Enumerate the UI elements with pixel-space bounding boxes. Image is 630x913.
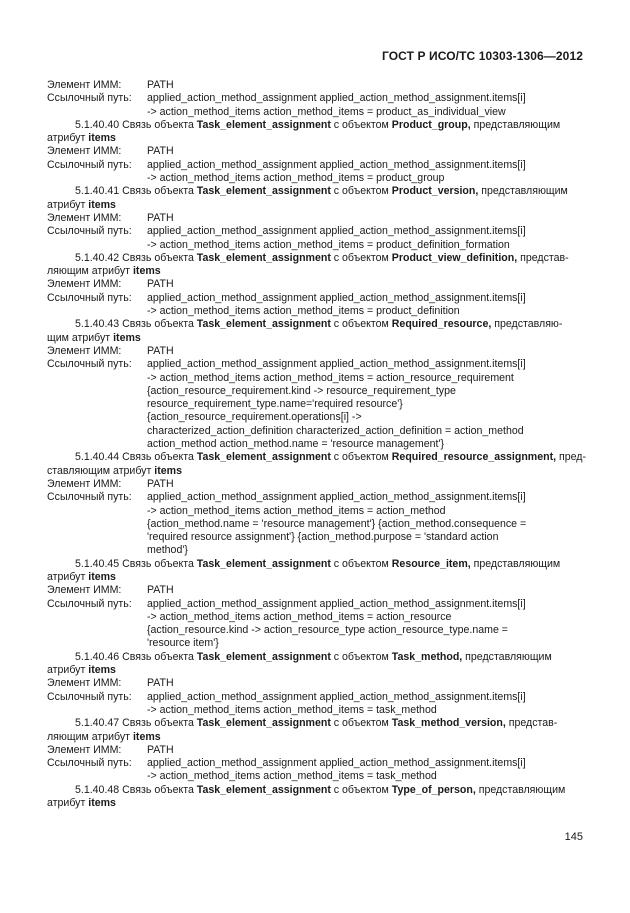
heading-text: с объектом [330,557,392,570]
attribute-name: items [88,132,116,145]
heading-text: Связь объекта [122,185,197,198]
section-number: 5.1.40.47 [75,717,123,730]
section-heading-continuation [47,465,583,478]
section-heading [47,318,583,331]
heading-text: с объектом [330,650,392,663]
attribute-name: items [154,464,182,477]
reference-path-label: Ссылочный путь: [47,225,132,238]
mapping-value: applied_action_method_assignment applied_action_method_assignment.items[i] [147,291,526,304]
section-heading-continuation [47,332,583,345]
page-number: 145 [564,831,583,843]
heading-text: Связь объекта [122,783,197,796]
attribute-name: items [88,570,116,583]
document-header: ГОСТ Р ИСО/ТС 10303-1306—2012 [382,49,583,63]
section-number: 5.1.40.42 [75,251,123,264]
entity-name: Task_element_assignment [196,118,331,131]
element-row [47,744,583,757]
mapping-continuation: 'resource item'} [147,637,219,650]
heading-text: Связь объекта [122,557,197,570]
element-label: Элемент ИММ: [47,211,122,224]
section-heading [47,717,583,730]
heading-text: ляющим атрибут [47,730,133,743]
heading-text: представ- [505,717,558,730]
section-heading-continuation [47,664,583,677]
mapping-continuation: -> action_method_items action_method_items = action_resource [147,610,452,623]
element-label: Элемент ИММ: [47,278,122,291]
reference-path-label: Ссылочный путь: [47,491,132,504]
section-number: 5.1.40.40 [75,118,123,131]
reference-path-row [47,491,583,504]
target-entity-name: Task_method, [391,650,463,663]
target-entity-name: Product_view_definition, [391,251,518,264]
reference-path-row [47,225,583,238]
reference-path-row [47,159,583,172]
mapping-value: applied_action_method_assignment applied_action_method_assignment.items[i] [147,757,526,770]
reference-path-label: Ссылочный путь: [47,597,132,610]
document-body [47,79,586,810]
heading-text: представляю- [491,318,563,331]
attribute-name: items [88,664,116,677]
mapping-continuation: 'required resource assignment'} {action_method.purpose = 'standard action [147,531,499,544]
mapping-continuation: -> action_method_items action_method_items = action_resource_requirement [147,371,514,384]
element-row [47,79,583,92]
element-row [47,584,583,597]
heading-text: Связь объекта [122,451,197,464]
reference-path-row [47,92,583,105]
heading-text: представ- [517,251,569,264]
heading-text: с объектом [330,318,392,331]
section-heading [47,119,583,132]
element-label: Элемент ИММ: [47,677,122,690]
mapping-continuation: -> action_method_items action_method_items = product_definition [147,305,460,318]
section-number: 5.1.40.48 [75,783,123,796]
target-entity-name: Required_resource, [391,318,492,331]
section-heading-continuation [47,571,583,584]
heading-text: щим атрибут [47,331,114,344]
section-heading-continuation [47,731,583,744]
reference-path-label: Ссылочный путь: [47,690,132,703]
reference-path-label: Ссылочный путь: [47,358,132,371]
entity-name: Task_element_assignment [196,557,331,570]
element-row [47,345,583,358]
target-entity-name: Resource_item, [391,557,471,570]
reference-path-row [47,358,583,371]
element-row [47,278,583,291]
reference-path-row [47,757,583,770]
reference-path-label: Ссылочный путь: [47,158,132,171]
mapping-value: applied_action_method_assignment applied_action_method_assignment.items[i] [147,358,526,371]
heading-text: представляющим [478,185,568,198]
heading-text: Связь объекта [122,650,197,663]
mapping-value: PATH [147,145,174,158]
section-number: 5.1.40.44 [75,451,123,464]
reference-path-label: Ссылочный путь: [47,291,132,304]
mapping-value: PATH [147,477,174,490]
heading-text: атрибут [47,132,89,145]
attribute-name: items [88,797,116,810]
mapping-continuation: {action_resource.kind -> action_resource_type action_resource_type.name = [147,624,508,637]
target-entity-name: Product_group, [391,118,471,131]
heading-text: Связь объекта [122,717,197,730]
entity-name: Task_element_assignment [196,650,331,663]
target-entity-name: Product_version, [391,185,479,198]
reference-path-label: Ссылочный путь: [47,92,132,105]
mapping-value: applied_action_method_assignment applied_action_method_assignment.items[i] [147,158,526,171]
heading-text: с объектом [330,251,392,264]
element-row [47,212,583,225]
entity-name: Task_element_assignment [196,717,331,730]
mapping-continuation: -> action_method_items action_method_items = product_as_individual_view [147,105,506,118]
heading-text: представляющим [470,118,561,131]
heading-text: атрибут [47,664,89,677]
mapping-continuation: -> action_method_items action_method_items = action_method [147,504,446,517]
heading-text: с объектом [330,783,392,796]
mapping-value: applied_action_method_assignment applied_action_method_assignment.items[i] [147,690,526,703]
mapping-value: PATH [147,344,174,357]
heading-text: Связь объекта [122,318,197,331]
element-label: Элемент ИММ: [47,477,122,490]
section-heading-continuation [47,265,583,278]
reference-path-row [47,292,583,305]
target-entity-name: Task_method_version, [391,717,506,730]
heading-text: представляющим [462,650,552,663]
element-row [47,145,583,158]
mapping-continuation: {action_method.name = 'resource management'} {action_method.consequence = [147,517,527,530]
heading-text: ляющим атрибут [47,265,133,278]
mapping-value: PATH [147,278,174,291]
reference-path-row [47,691,583,704]
entity-name: Task_element_assignment [196,783,331,796]
mapping-continuation: -> action_method_items action_method_items = task_method [147,770,437,783]
attribute-name: items [88,198,116,211]
section-heading-continuation [47,132,583,145]
heading-text: с объектом [330,717,392,730]
element-row [47,478,583,491]
mapping-continuation: action_method action_method.name = 'resource management'} [147,438,445,451]
heading-text: Связь объекта [122,251,197,264]
heading-text: атрибут [47,198,89,211]
section-heading-continuation [47,797,583,810]
section-heading [47,185,583,198]
mapping-value: PATH [147,584,174,597]
entity-name: Task_element_assignment [196,451,331,464]
element-label: Элемент ИММ: [47,743,122,756]
attribute-name: items [132,730,161,743]
section-number: 5.1.40.46 [75,650,123,663]
mapping-continuation: resource_requirement_type.name='required resource'} [147,398,403,411]
heading-text: атрибут [47,570,89,583]
entity-name: Task_element_assignment [196,251,331,264]
element-label: Элемент ИММ: [47,79,122,91]
heading-text: с объектом [330,118,392,131]
heading-text: атрибут [47,797,89,810]
target-entity-name: Type_of_person, [391,783,476,796]
mapping-value: PATH [147,743,174,756]
element-label: Элемент ИММ: [47,344,122,357]
section-number: 5.1.40.43 [75,318,123,331]
mapping-continuation: method'} [147,544,188,557]
heading-text: Связь объекта [122,118,197,131]
heading-text: представляющим [475,783,566,796]
element-label: Элемент ИММ: [47,145,122,158]
heading-text: с объектом [330,185,392,198]
attribute-name: items [113,331,141,344]
section-heading [47,451,586,464]
reference-path-label: Ссылочный путь: [47,757,132,770]
mapping-value: applied_action_method_assignment applied_action_method_assignment.items[i] [147,491,526,504]
entity-name: Task_element_assignment [196,318,331,331]
mapping-value: applied_action_method_assignment applied_action_method_assignment.items[i] [147,597,526,610]
mapping-value: applied_action_method_assignment applied_action_method_assignment.items[i] [147,92,526,105]
mapping-continuation: characterized_action_definition characterized_action_definition = action_method [147,424,524,437]
mapping-continuation: -> action_method_items action_method_items = task_method [147,703,437,716]
section-heading [47,558,583,571]
section-heading-continuation [47,199,583,212]
attribute-name: items [132,265,161,278]
heading-text: с объектом [330,451,392,464]
mapping-value: PATH [147,211,174,224]
reference-path-row [47,598,583,611]
mapping-value: applied_action_method_assignment applied_action_method_assignment.items[i] [147,225,526,238]
heading-text: ставляющим атрибут [47,464,155,477]
mapping-continuation: {action_resource_requirement.kind -> resource_requirement_type [147,384,456,397]
mapping-value: PATH [147,677,174,690]
section-heading [47,651,583,664]
element-row [47,677,583,690]
heading-text: представляющим [470,557,561,570]
mapping-continuation: -> action_method_items action_method_items = product_definition_formation [147,238,510,251]
element-label: Элемент ИММ: [47,584,122,597]
section-heading [47,252,583,265]
target-entity-name: Required_resource_assignment, [391,451,557,464]
section-number: 5.1.40.41 [75,185,123,198]
section-heading [47,784,583,797]
mapping-value: PATH [147,79,174,91]
heading-text: пред- [556,451,586,464]
mapping-continuation: -> action_method_items action_method_items = product_group [147,172,445,185]
mapping-continuation: {action_resource_requirement.operations[i] -> [147,411,362,424]
entity-name: Task_element_assignment [196,185,331,198]
section-number: 5.1.40.45 [75,557,123,570]
